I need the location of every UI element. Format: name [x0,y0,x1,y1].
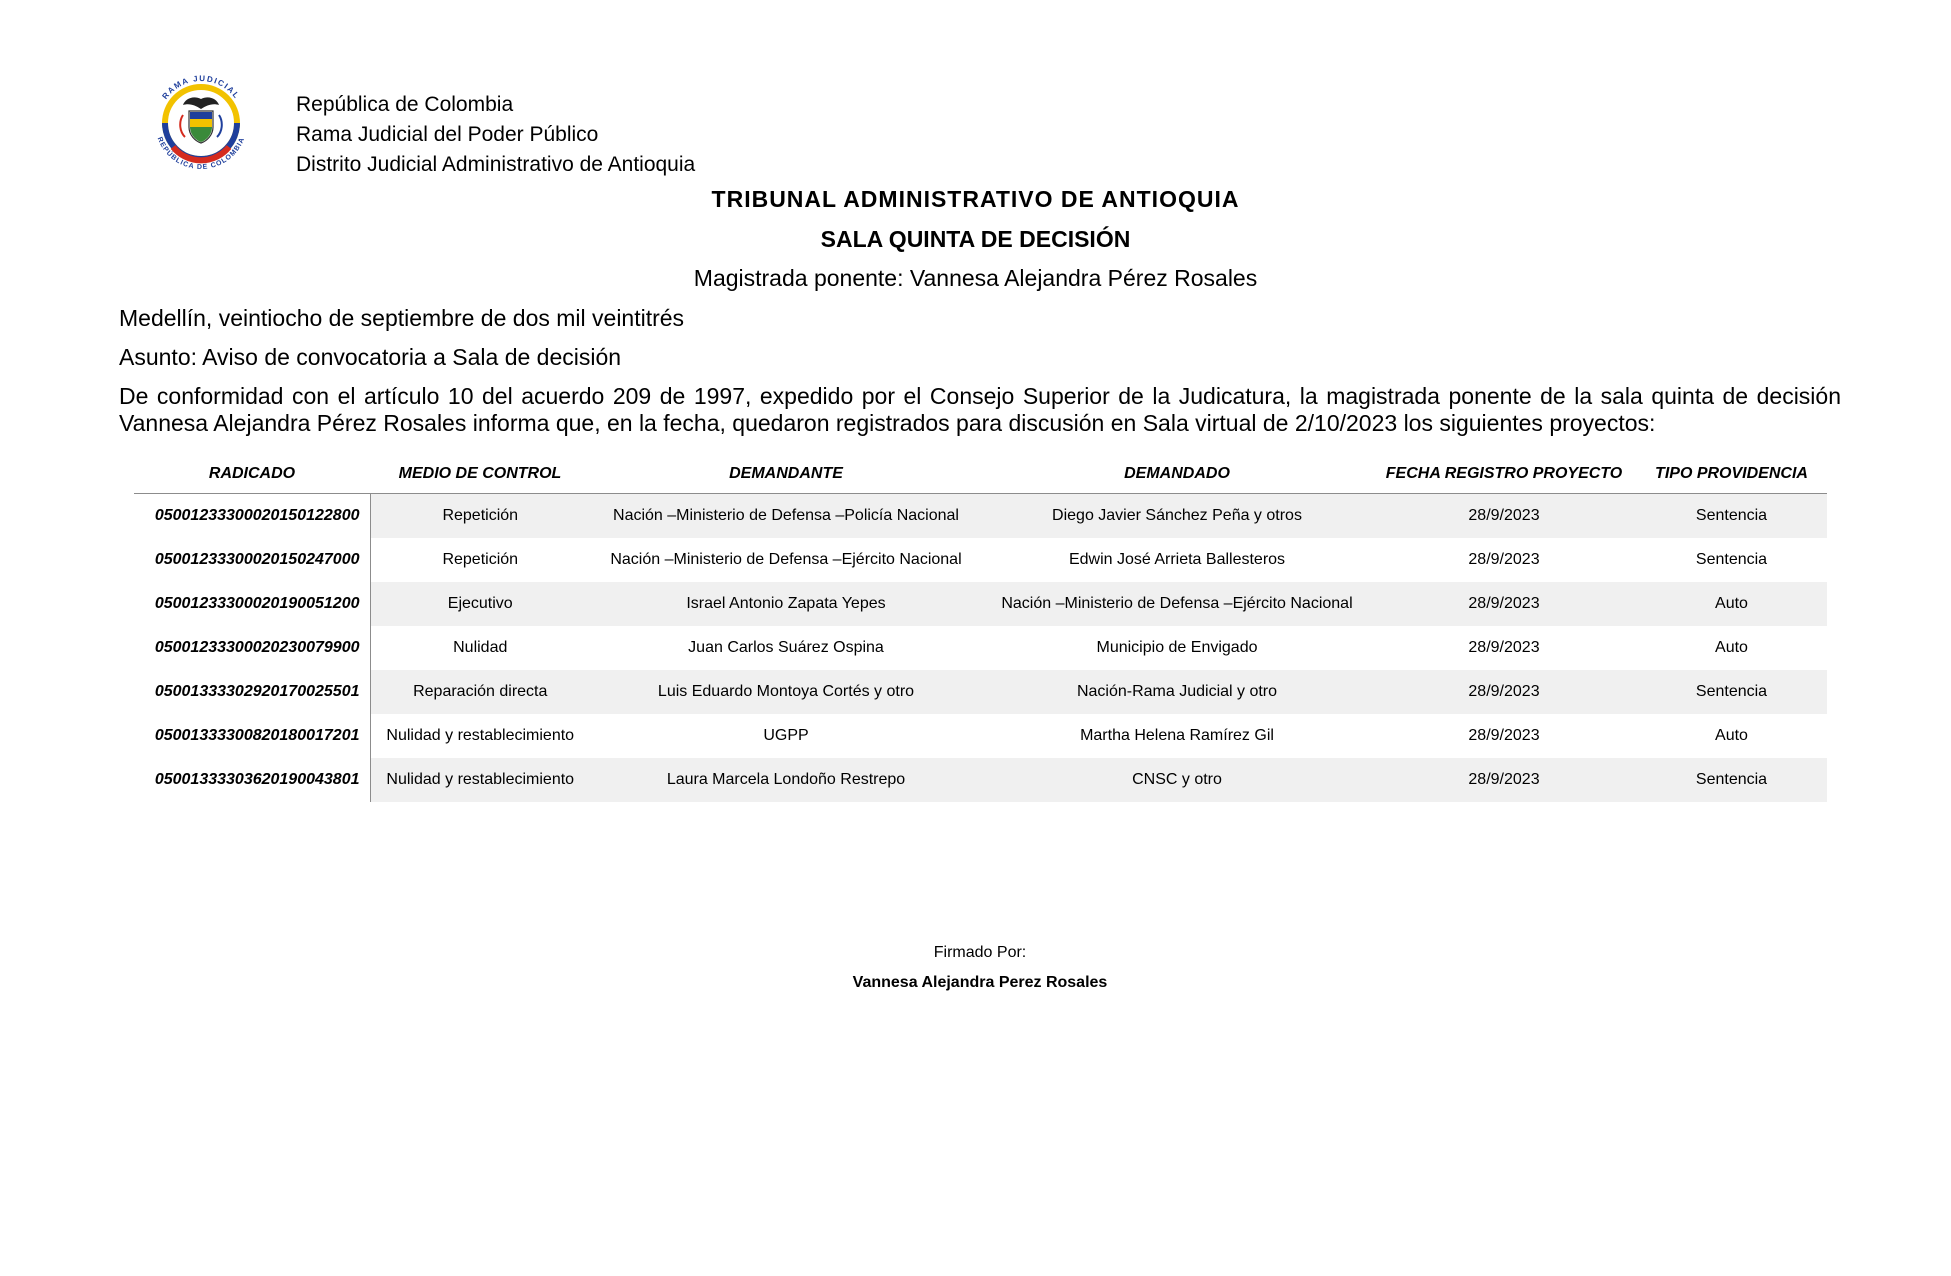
cell-fecha: 28/9/2023 [1372,758,1636,802]
cell-tipo: Sentencia [1636,670,1827,714]
header-demandante: DEMANDANTE [590,455,982,494]
cell-medio-de-control: Repetición [370,494,590,539]
cell-medio-de-control: Nulidad y restablecimiento [386,727,575,744]
cell-demandante: Nación –Ministerio de Defensa –Policía Nacional [590,494,982,539]
seal-ring-top-text: RAMA JUDICIAL [160,73,242,101]
cell-radicado: 05001233300020150247000 [134,538,370,582]
cell-demandado: CNSC y otro [982,758,1372,802]
cell-demandado: Nación –Ministerio de Defensa –Ejército Nacional [982,582,1372,626]
cell-demandante: UGPP [763,727,809,744]
magistrate-line: Magistrada ponente: Vannesa Alejandra Pérez Rosales [693,265,1258,291]
cell-demandante: Luis Eduardo Montoya Cortés y otro [590,670,982,714]
cell-fecha: 28/9/2023 [1372,670,1636,714]
signature-label: Firmado Por: [933,944,1027,961]
header-tipo-providencia: TIPO PROVIDENCIA [1636,455,1827,494]
institution-line: República de Colombia [296,93,514,116]
cell-medio-de-control: Nulidad y restablecimiento [370,758,590,802]
cell-medio-de-control: Nulidad [453,639,508,656]
cell-tipo: Sentencia [1695,551,1768,568]
cell-radicado: 05001333302920170025501 [134,670,370,714]
institution-block [296,90,695,180]
table-header-row [134,455,1827,494]
cell-demandante: Juan Carlos Suárez Ospina [688,639,884,656]
cell-tipo: Sentencia [1636,758,1827,802]
table-row [134,538,1827,582]
cell-medio-de-control: Ejecutivo [370,582,590,626]
rama-judicial-seal [143,65,259,181]
place-date: Medellín, veintiocho de septiembre de dos mil veintitrés [119,305,685,331]
cell-demandante: Laura Marcela Londoño Restrepo [590,758,982,802]
institution-line: Rama Judicial del Poder Público [296,123,599,146]
coat-of-arms-icon [180,97,222,143]
cell-fecha: 28/9/2023 [1468,727,1540,744]
cell-demandado: Diego Javier Sánchez Peña y otros [982,494,1372,539]
cell-radicado: 05001333300820180017201 [134,714,370,758]
table-row [134,714,1827,758]
cell-demandado: Municipio de Envigado [1096,639,1258,656]
table-row [134,670,1827,714]
seal-ring-red [173,147,229,160]
court-title: TRIBUNAL ADMINISTRATIVO DE ANTIOQUIA [711,186,1240,212]
table-row [134,758,1827,802]
cell-tipo: Auto [1715,727,1748,744]
table-row [134,494,1827,539]
chamber-title: SALA QUINTA DE DECISIÓN [820,226,1131,252]
cell-fecha: 28/9/2023 [1372,494,1636,539]
cell-radicado: 05001233300020230079900 [134,626,370,670]
cell-medio-de-control: Repetición [442,551,519,568]
header-demandado: DEMANDADO [982,455,1372,494]
cell-demandante: Israel Antonio Zapata Yepes [590,582,982,626]
cell-tipo: Auto [1715,639,1748,656]
table-row [134,582,1827,626]
signature-name: Vannesa Alejandra Perez Rosales [852,974,1108,991]
cell-tipo: Sentencia [1636,494,1827,539]
cell-fecha: 28/9/2023 [1372,582,1636,626]
cell-tipo: Auto [1636,582,1827,626]
table-row [134,626,1827,670]
cell-radicado: 05001333303620190043801 [134,758,370,802]
header-radicado: RADICADO [134,455,370,494]
cell-demandante: Nación –Ministerio de Defensa –Ejército Nacional [610,551,962,568]
cell-demandado: Edwin José Arrieta Ballesteros [1068,551,1286,568]
cell-demandado: Martha Helena Ramírez Gil [1080,727,1274,744]
cell-radicado: 05001233300020190051200 [134,582,370,626]
projects-table [134,455,1827,802]
cell-radicado: 05001233300020150122800 [134,494,370,539]
cell-fecha: 28/9/2023 [1468,551,1540,568]
cell-medio-de-control: Reparación directa [370,670,590,714]
header-medio-de-control: MEDIO DE CONTROL [370,455,590,494]
cell-fecha: 28/9/2023 [1468,639,1540,656]
subject-line: Asunto: Aviso de convocatoria a Sala de decisión [119,344,622,370]
seal-ring-bottom-text: REPÚBLICA DE COLOMBIA [155,136,247,172]
header-fecha-registro: FECHA REGISTRO PROYECTO [1372,455,1636,494]
cell-demandado: Nación-Rama Judicial y otro [982,670,1372,714]
notice-paragraph: De conformidad con el artículo 10 del acuerdo 209 de 1997, expedido por el Consejo Superior de la Judicatura, la magistrada ponente de la sala quinta de decisión Vannesa Alejandra Pérez Rosales informa que, en la fecha, quedaron registrados para discusión en Sala virtual de 2/10/2023 los siguientes proyectos: [119,383,1841,436]
institution-line: Distrito Judicial Administrativo de Antioquia [296,153,696,176]
